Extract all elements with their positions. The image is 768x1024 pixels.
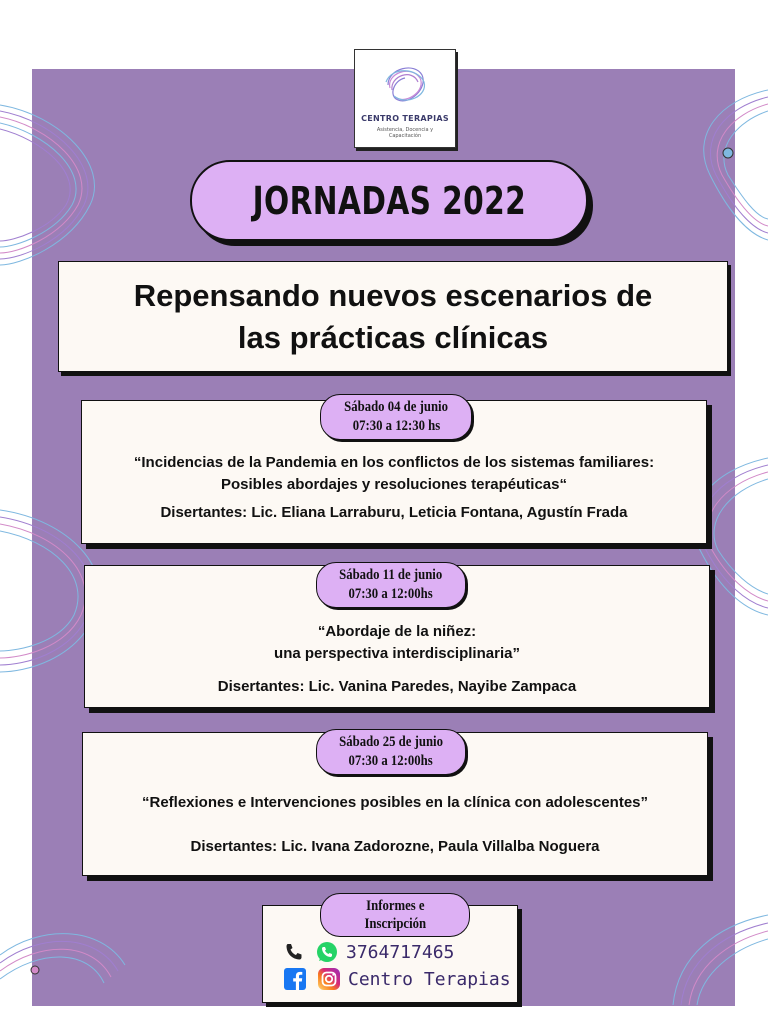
centro-terapias-logo — [354, 49, 456, 148]
logo-emblem-icon — [380, 60, 430, 110]
event-title: JORNADAS 2022 — [252, 178, 526, 223]
contact-label-line-2: Inscripción — [364, 916, 426, 932]
session-3-time: 07:30 a 12:00hs — [348, 753, 434, 769]
session-2-talk-line-2: una perspectiva interdisciplinaria” — [274, 645, 520, 662]
contact-label-pill — [320, 893, 470, 937]
event-title-pill — [190, 160, 588, 241]
session-3-talk-line-1: “Reflexiones e Intervenciones posibles en la clínica con adolescentes” — [141, 794, 649, 811]
session-2-talk-line-1: “Abordaje de la niñez: — [317, 623, 477, 640]
wave-decoration-bottom-left — [0, 915, 130, 1015]
phone-icon — [284, 942, 304, 962]
session-3-speakers: Disertantes: Lic. Ivana Zadorozne, Paula Villalba Noguera — [190, 838, 600, 855]
logo-tagline: Asistencia, Docencia y Capacitación — [376, 127, 434, 139]
headline-line-2: las prácticas clínicas — [237, 319, 549, 355]
session-2-date: Sábado 11 de junio — [339, 567, 443, 583]
session-1-talk-line-2: Posibles abordajes y resoluciones terapéuticas“ — [221, 476, 567, 493]
social-handle[interactable]: Centro Terapias — [348, 968, 511, 990]
session-1-date: Sábado 04 de junio — [344, 399, 448, 415]
contact-label-line-1: Informes e — [365, 898, 425, 914]
facebook-icon[interactable] — [284, 968, 306, 990]
session-2-speakers: Disertantes: Lic. Vanina Paredes, Nayibe Zampaca — [217, 678, 577, 695]
wave-decoration-bottom-right — [668, 905, 768, 1015]
wave-decoration-top-right — [690, 85, 768, 245]
phone-row — [284, 941, 454, 963]
session-1-time: 07:30 a 12:30 hs — [352, 418, 440, 434]
session-2-time: 07:30 a 12:00hs — [348, 586, 434, 602]
instagram-icon[interactable] — [318, 968, 340, 990]
session-2-date-pill — [316, 562, 466, 608]
whatsapp-icon[interactable] — [316, 941, 338, 963]
headline-line-1: Repensando nuevos escenarios de — [133, 277, 653, 313]
wave-decoration-top-left — [0, 95, 110, 275]
social-row — [284, 968, 511, 990]
session-1-speakers: Disertantes: Lic. Eliana Larraburu, Leticia Fontana, Agustín Frada — [160, 504, 628, 521]
session-1-date-pill — [320, 394, 472, 440]
logo-name: CENTRO TERAPIAS — [361, 114, 449, 123]
event-headline — [58, 261, 728, 372]
phone-number[interactable]: 3764717465 — [346, 941, 455, 963]
session-3-date: Sábado 25 de junio — [339, 734, 443, 750]
session-3-date-pill — [316, 729, 466, 775]
session-1-talk-line-1: “Incidencias de la Pandemia en los conflictos de los sistemas familiares: — [133, 454, 655, 471]
